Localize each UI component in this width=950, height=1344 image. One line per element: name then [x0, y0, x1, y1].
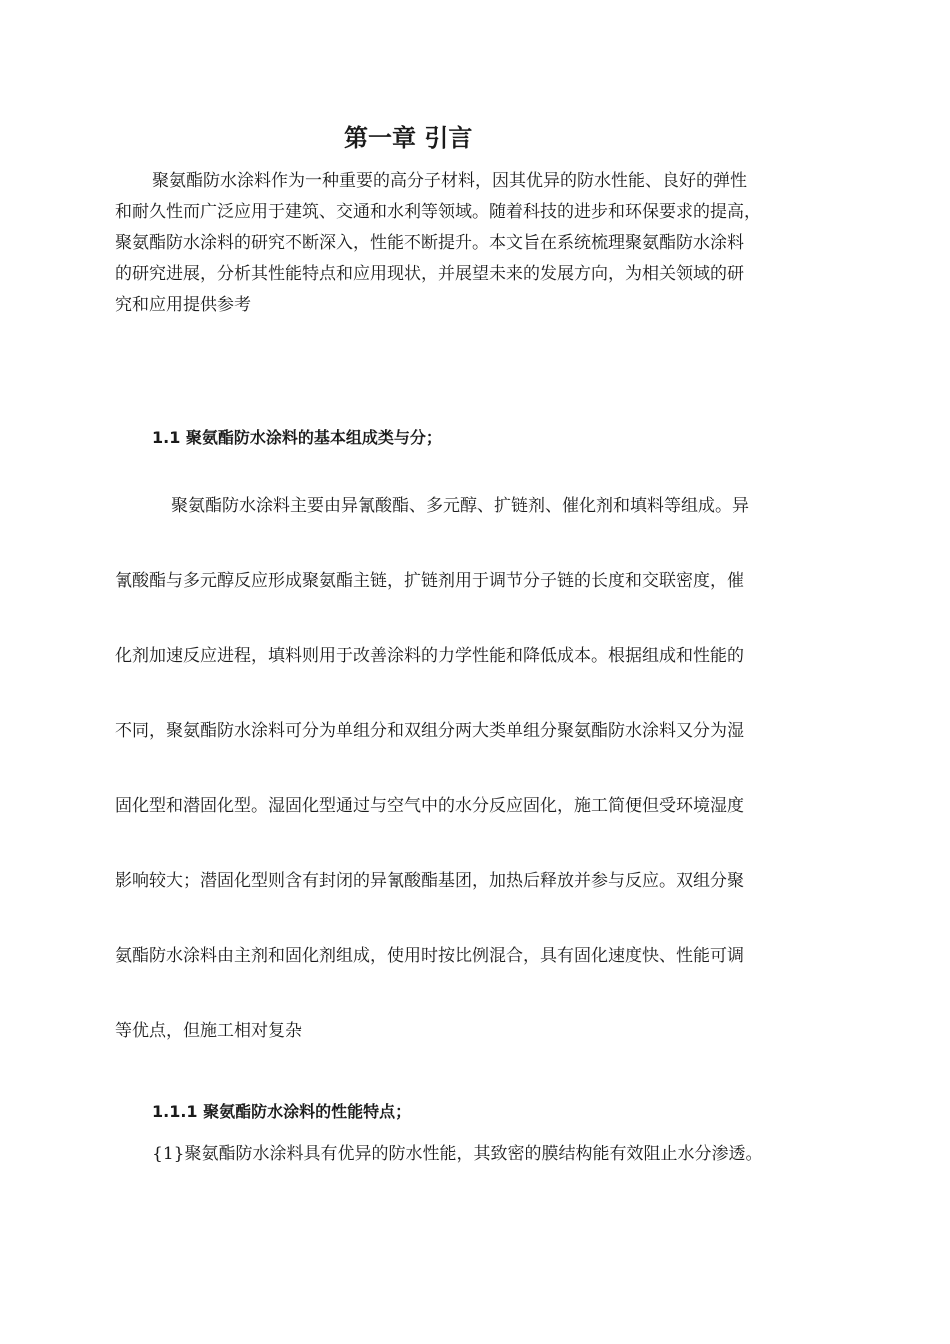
paragraph-line: 等优点，但施工相对复杂	[115, 1021, 302, 1041]
paragraph-line: 影响较大；潜固化型则含有封闭的异氰酸酯基团，加热后释放并参与反应。双组分聚	[115, 871, 744, 891]
chapter-title: 第一章 引言	[344, 124, 473, 152]
list-item: {1}聚氨酯防水涂料具有优异的防水性能，其致密的膜结构能有效阻止水分渗透。	[152, 1144, 763, 1164]
paragraph-line: 化剂加速反应进程，填料则用于改善涂料的力学性能和降低成本。根据组成和性能的	[115, 646, 744, 666]
paragraph-line: 不同，聚氨酯防水涂料可分为单组分和双组分两大类单组分聚氨酯防水涂料又分为湿	[115, 721, 744, 741]
intro-line: 聚氨酯防水涂料的研究不断深入，性能不断提升。本文旨在系统梳理聚氨酯防水涂料	[115, 233, 744, 253]
paragraph-line: 固化型和潜固化型。湿固化型通过与空气中的水分反应固化，施工简便但受环境湿度	[115, 796, 744, 816]
paragraph-line: 氨酯防水涂料由主剂和固化剂组成，使用时按比例混合，具有固化速度快、性能可调	[115, 946, 744, 966]
intro-line: 究和应用提供参考	[115, 295, 251, 315]
paragraph-line: 氰酸酯与多元醇反应形成聚氨酯主链，扩链剂用于调节分子链的长度和交联密度，催	[115, 571, 744, 591]
intro-paragraph	[115, 166, 840, 321]
section-heading-1-1: 1.1 聚氨酯防水涂料的基本组成类与分；	[152, 428, 442, 447]
section-1-1-paragraph	[115, 469, 840, 1069]
paragraph-line: 聚氨酯防水涂料主要由异氰酸酯、多元醇、扩链剂、催化剂和填料等组成。异	[171, 496, 749, 516]
section-heading-1-1-1: 1.1.1 聚氨酯防水涂料的性能特点；	[152, 1102, 412, 1121]
intro-line: 和耐久性而广泛应用于建筑、交通和水利等领域。随着科技的进步和环保要求的提高，	[115, 202, 761, 222]
intro-line: 聚氨酯防水涂料作为一种重要的高分子材料，因其优异的防水性能、良好的弹性	[152, 171, 747, 191]
intro-line: 的研究进展，分析其性能特点和应用现状，并展望未来的发展方向，为相关领域的研	[115, 264, 744, 284]
